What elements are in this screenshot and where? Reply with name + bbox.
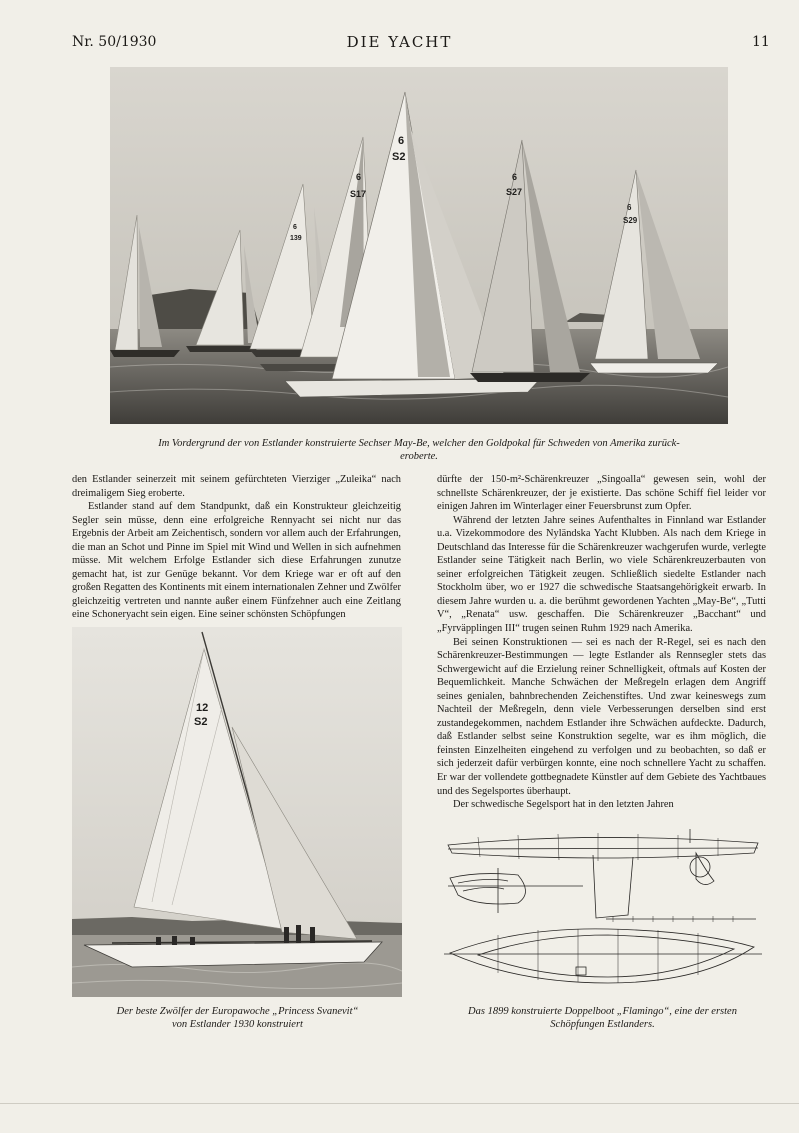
regatta-photo-caption: [74, 437, 764, 463]
sail-number: 139: [290, 235, 302, 242]
paragraph: Bei seinen Konstruktionen — sei es nach der R-Regel, sei es nach den Schärenkreuzer-Bestimmungen — legte Estlander als Rennsegler stets das Schwergewicht auf die Erzielung reiner Schnelligkeit, oftmals auf Kosten der Bequemlichkeit. Manche Schwächen der Meßregeln erlagen dem Angriff seines genialen, bahnbrechenden Zeichenstiftes. Und zwar keineswegs zum Nachteil der Meßregeln, denn viele Verbesserungen derselben sind erst zustandegekommen, nachdem Estlander ihre Schwächen aufdeckte. Dadurch, daß Estlander selbst seine Konstruktion segelte, war es ihm möglich, die feinsten Einzelheiten eingehend zu verfolgen und zu beobachten, so daß er sich jederzeit dafür verbürgen konnte, eine noch schnellere Yacht zu schaffen. Er war der vollendete gottbegnadete Künstler auf dem Gebiete des Yachtbaues und des Segelsportes überhaupt.: [437, 636, 766, 797]
right-column-text: [437, 473, 766, 812]
sail-number-class: 6: [512, 172, 518, 182]
sail-number-class: 6: [627, 203, 632, 212]
flamingo-drawing-caption: [425, 1005, 780, 1031]
sail-number: S29: [623, 216, 638, 225]
issue-number: Nr. 50/1930: [72, 34, 157, 50]
page-bottom-rule: [0, 1103, 799, 1104]
princess-svanevit-photo: [72, 627, 402, 997]
magazine-title: DIE YACHT: [346, 33, 453, 51]
caption-line: eroberte.: [400, 451, 438, 462]
paragraph: Estlander stand auf dem Standpunkt, daß ein Konstrukteur gleichzeitig Segler sein müsse, denn eine erfolgreiche Rennyacht sei nicht nur das Ergebnis der Arbeit am Zeichentisch, sondern vor allem auch der Erfahrungen, die man an Schot und Pinne im Spiel mit Wind und Wellen in sich aufnehmen müsse. Mit welchem Erfolge Estlander sich diese Erfahrungen zunutze gemacht hat, ist zur Genüge bekannt. Vor dem Kriege war er oft auf den großen Regatten des Kontinents mit einem internationalen Zehner und Zwölfer gleichzeitig vertreten und nannte außer einem Fünfzehner auch eine Zeitlang eine Schoneryacht sein eigen. Eine seiner schönsten Schöpfungen: [72, 501, 401, 621]
sail-number-class: 6: [356, 172, 362, 182]
sail-number: S2: [194, 716, 208, 728]
caption-line: Im Vordergrund der von Estlander konstruierte Sechser May-Be, welcher den Goldpokal für Schweden von Amerika zurück-: [158, 438, 680, 449]
sail-number-class: 6: [398, 135, 405, 147]
sail-number: S17: [350, 189, 367, 199]
flamingo-line-drawing: [438, 823, 768, 1001]
paragraph: dürfte der 150-m²-Schärenkreuzer „Singoalla“ gewesen sein, wohl der schnellste Schärenkreuzer, der je existierte. Das schöne Schiff fiel leider vor einigen Jahren im Winterlager einer Feuersbrunst zum Opfer.: [437, 474, 766, 513]
caption-line: von Estlander 1930 konstruiert: [172, 1019, 303, 1030]
caption-line: Der beste Zwölfer der Europawoche „Princess Svanevit“: [116, 1006, 359, 1017]
regatta-photo: [110, 67, 728, 424]
paragraph: Während der letzten Jahre seines Aufenthaltes in Finnland war Estlander u.a. Vizekommodore des Nyländska Yacht Klubben. Als nach dem Kriege in Deutschland das Interesse für die Schärenkreuzer wachgerufen wurde, verlegte Estlander seine Tätigkeit nach Berlin, wo viele Schärenkreuzerbauten von seiner erfolgreichen Tätigkeit zeugen. Schließlich siedelte Estlander nach Stockholm über, wo er 1927 die schwedische Staatsangehörigkeit erwarb. In diesem Jahre wurden u. a. die berühmt gewordenen Yachten „May-Be“, „Tutti V“, „Renata“ usw. geschaffen. Die Schärenkreuzer „Bacchant“ und „Fyrväpplingen III“ trugen seinen Ruhm 1929 nach Amerika.: [437, 514, 766, 635]
sail-number: S2: [392, 151, 406, 163]
caption-line: Das 1899 konstruierte Doppelboot „Flamingo“, eine der ersten: [468, 1006, 737, 1017]
sail-number: S27: [506, 187, 523, 197]
caption-line: Schöpfungen Estlanders.: [550, 1019, 655, 1030]
sail-number-class: 6: [293, 224, 297, 231]
paragraph: den Estlander seinerzeit mit seinem gefürchteten Vierziger „Zuleika“ nach dreimaligem Sieg eroberte.: [72, 474, 401, 499]
left-column-text: [72, 473, 401, 622]
sail-number-class: 12: [196, 702, 209, 714]
paragraph: Der schwedische Segelsport hat in den letzten Jahren: [453, 799, 674, 811]
page-number: 11: [752, 34, 770, 50]
princess-svanevit-caption: [60, 1005, 415, 1031]
